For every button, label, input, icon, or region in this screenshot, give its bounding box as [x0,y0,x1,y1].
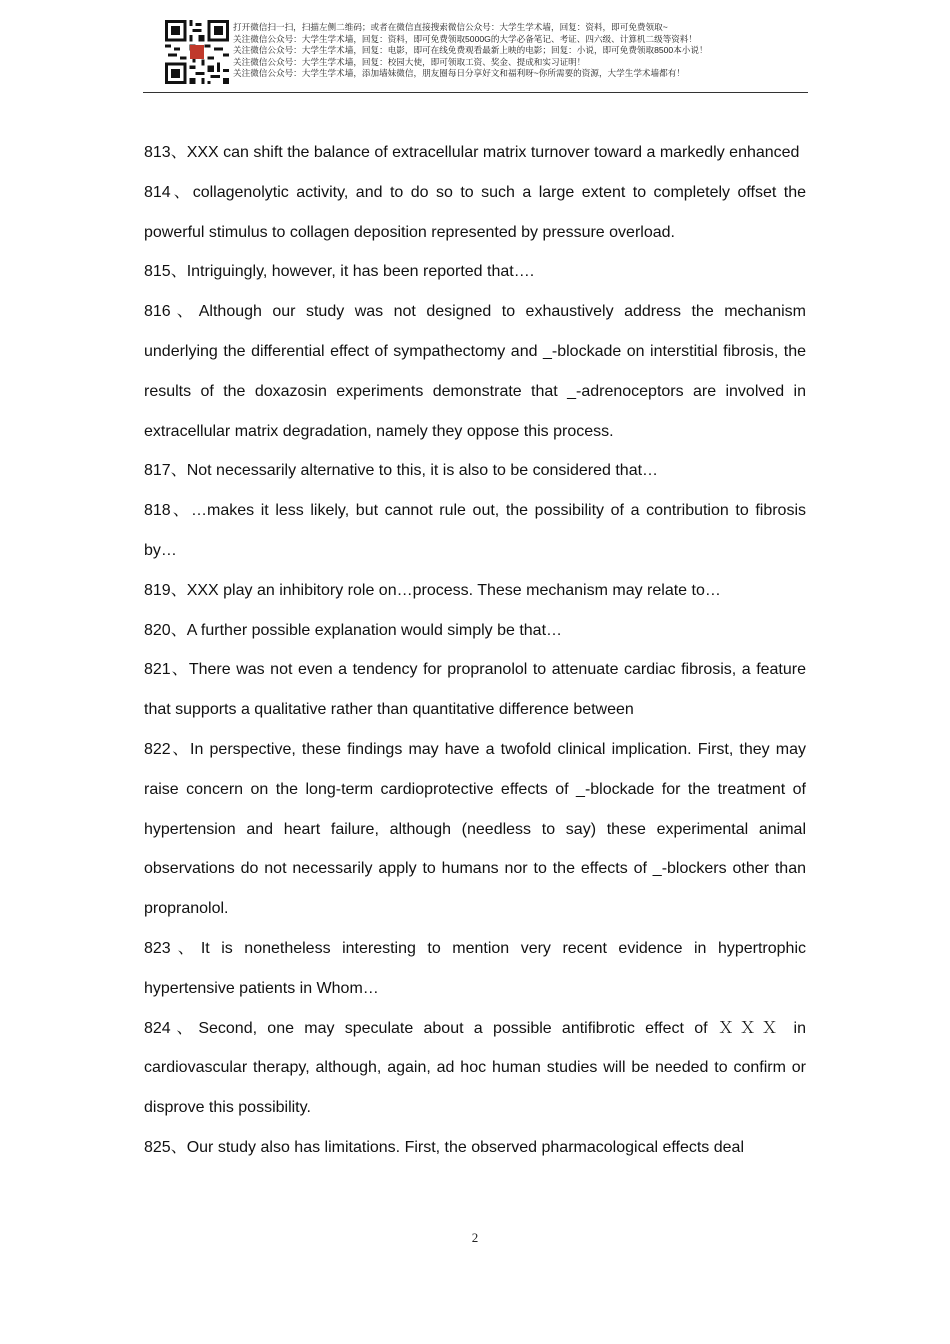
header-line: 关注微信公众号：大学生学术墙，回复：电影，即可在线免费观看最新上映的电影；回复：小说，即可免费领取8500本小说！ [233,45,708,56]
paragraph-814: 814、collagenolytic activity, and to do so to such a large extent to completely offset the powerful stimulus to collagen deposition represented by pressure overload. [144,183,806,241]
header-line: 关注微信公众号：大学生学术墙，回复：校园大使，即可领取工资、奖金、提成和实习证明！ [233,56,586,67]
paragraph-818: 818、…makes it less likely, but cannot rule out, the possibility of a contribution to fibrosis by… [144,502,806,559]
paragraph-816: 816、Although our study was not designed to exhaustively address the mechanism underlying the differential effect of sympathectomy and _-blockade on interstitial fibrosis, the results of the doxazosin experiments demonstrate that _-adrenoceptors are involved in extracellular matrix degradation, namely they oppose this process. [144,303,806,440]
paragraph-822: 822、In perspective, these findings may have a twofold clinical implication. First, they may raise concern on the long-term cardioprotective effects of _-blockade for the treatment of hypertension and heart failure, although (needless to say) these experimental animal observations do not necessarily apply to humans nor to the effects of _-blockers other than propranolol. [144,740,807,918]
header-notice [233,22,803,80]
paragraph-824: 824、Second, one may speculate about a possible antifibrotic effect of ＸＸＸ in cardiovascular therapy, although, again, ad hoc human studies will be needed to confirm or disprove this possibility. [144,1019,806,1117]
paragraph-821: 821、There was not even a tendency for propranolol to attenuate cardiac fibrosis, a feature that supports a qualitative rather than quantitative difference between [144,661,807,719]
page-number: 2 [471,1230,479,1245]
document-body [144,133,806,1168]
page-header [143,18,808,93]
paragraph-815: 815、Intriguingly, however, it has been reported that…. [144,263,535,281]
header-line: 关注微信公众号：大学生学术墙，添加墙妹微信，朋友圈每日分享好文和福利呀~你所需要的资源，大学生学术墙都有！ [233,68,685,79]
header-line: 关注微信公众号：大学生学术墙，回复：资料，即可免费领取5000G的大学必备笔记、考证、四六级、计算机二级等资料！ [233,33,698,44]
paragraph-825: 825、Our study also has limitations. First, the observed pharmacological effects deal [144,1138,744,1156]
paragraph-817: 817、Not necessarily alternative to this, it is also to be considered that… [144,462,659,480]
header-line: 打开微信扫一扫，扫描左侧二维码；或者在微信直接搜索微信公众号：大学生学术墙，回复：资料，即可免费领取~ [233,22,668,32]
qr-code-image [165,20,229,84]
paragraph-823: 823、It is nonetheless interesting to mention very recent evidence in hypertrophic hypertensive patients in Whom… [144,939,806,997]
paragraph-819: 819、XXX play an inhibitory role on…process. These mechanism may relate to… [144,581,721,599]
paragraph-820: 820、A further possible explanation would simply be that… [144,621,563,639]
paragraph-813: 813、XXX can shift the balance of extracellular matrix turnover toward a markedly enhanced [144,144,800,161]
